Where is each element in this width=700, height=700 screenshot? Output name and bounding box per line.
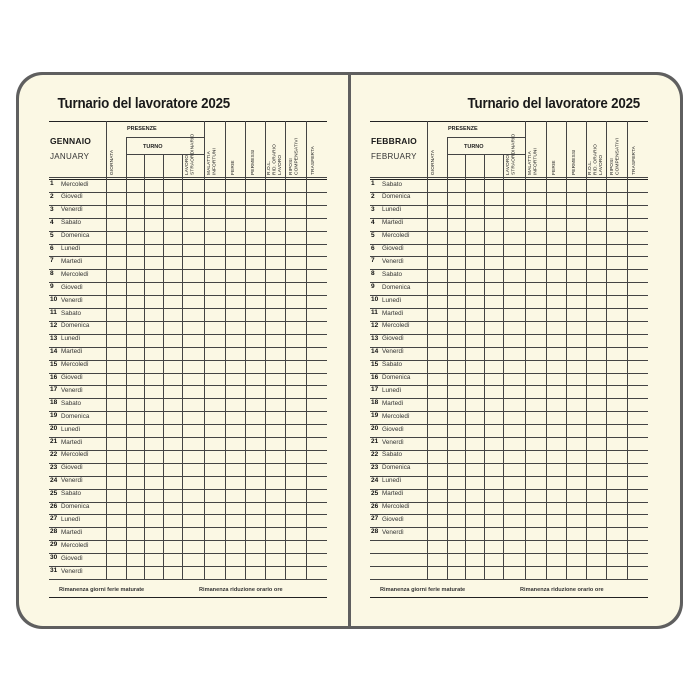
table-row — [49, 553, 106, 566]
table-row — [370, 476, 427, 489]
day-number: 8 — [50, 270, 54, 278]
day-name: Giovedì — [382, 425, 404, 433]
presenze-header: PRESENZE — [448, 126, 478, 132]
day-number: 19 — [371, 412, 379, 420]
grid-line — [525, 121, 526, 579]
day-name: Sabato — [382, 451, 402, 459]
day-name: Martedì — [61, 528, 83, 536]
day-name: Martedì — [382, 490, 404, 498]
day-name: Venerdì — [61, 296, 83, 304]
table-row — [49, 463, 106, 476]
table-row — [49, 308, 106, 321]
table-row — [49, 514, 106, 527]
turno-header: TURNO — [464, 144, 484, 150]
day-number: 10 — [371, 296, 379, 304]
day-name: Venerdì — [61, 206, 83, 214]
day-number: 21 — [50, 438, 58, 445]
day-name: Venerdì — [61, 477, 83, 485]
table-row — [370, 308, 427, 321]
day-number: 23 — [371, 463, 379, 471]
turno-header: TURNO — [143, 144, 163, 150]
day-number: 6 — [50, 244, 54, 252]
table-row — [370, 489, 427, 502]
day-name: Sabato — [61, 219, 81, 227]
day-number: 30 — [50, 554, 58, 562]
day-name: Martedì — [382, 219, 404, 227]
day-name: Lunedì — [61, 335, 81, 343]
day-name: Domenica — [382, 374, 411, 381]
malattia-infortuni-header: MALATTIA INFORTUNI — [207, 148, 218, 175]
table-row — [370, 347, 427, 360]
footer-remaining-holidays: Rimanenza giorni ferie maturate — [380, 587, 466, 593]
table-row — [370, 256, 427, 269]
table-row — [49, 476, 106, 489]
footer-remaining-hours: Rimanenza riduzione orario ore — [199, 587, 283, 593]
day-number: 10 — [50, 296, 58, 304]
day-number: 1 — [371, 180, 375, 187]
day-number: 16 — [371, 373, 379, 381]
day-number: 16 — [50, 373, 58, 381]
day-number: 13 — [371, 334, 379, 342]
day-name: Lunedì — [382, 477, 402, 485]
day-number: 13 — [50, 334, 58, 342]
day-number: 18 — [50, 399, 58, 407]
table-row — [49, 360, 106, 373]
day-number: 2 — [371, 192, 375, 200]
day-number: 23 — [50, 463, 58, 471]
day-number: 9 — [371, 283, 375, 291]
day-number: 8 — [371, 270, 375, 278]
day-number: 11 — [50, 309, 57, 316]
table-row — [370, 269, 427, 282]
grid-line — [370, 597, 648, 598]
day-name: Lunedì — [61, 425, 81, 433]
day-number: 27 — [371, 515, 379, 523]
table-row — [49, 256, 106, 269]
table-row — [370, 424, 427, 437]
table-row — [370, 360, 427, 373]
giornata-header: GIORNATA — [110, 149, 115, 175]
table-row — [370, 411, 427, 424]
table-row — [49, 527, 106, 540]
lavoro-straordinario-header: LAVORO STRAORDINARIO — [185, 133, 196, 175]
day-name: Mercoledì — [382, 322, 410, 330]
day-name: Sabato — [382, 180, 402, 188]
day-name: Venerdì — [382, 348, 404, 356]
day-number: 26 — [371, 502, 379, 510]
table-row — [370, 553, 427, 566]
day-name: Giovedì — [61, 283, 83, 291]
table-row — [370, 373, 427, 386]
trasferta-header: TRASFERTA — [311, 146, 316, 175]
page-title: Turnario del lavoratore 2025 — [467, 96, 641, 112]
day-name: Giovedì — [382, 335, 404, 343]
grid-line — [546, 121, 547, 579]
day-number: 20 — [50, 425, 58, 433]
day-number: 9 — [50, 283, 54, 291]
table-row — [49, 398, 106, 411]
day-name: Domenica — [382, 283, 411, 291]
grid-line — [627, 121, 628, 579]
day-name: Martedì — [382, 399, 404, 407]
day-name: Venerdì — [61, 567, 83, 575]
grid-line — [126, 137, 127, 579]
grid-line — [306, 121, 307, 579]
day-name: Giovedì — [61, 193, 83, 201]
table-row — [370, 437, 427, 450]
day-number: 12 — [50, 321, 58, 329]
day-number: 27 — [50, 515, 58, 523]
table-row — [49, 385, 106, 398]
day-name: Mercoledì — [382, 232, 410, 240]
permessi-header: PERMESSI — [251, 149, 256, 175]
day-number: 31 — [50, 567, 58, 574]
table-row — [49, 231, 106, 244]
table-row — [370, 514, 427, 527]
day-number: 19 — [50, 412, 58, 420]
page-title: Turnario del lavoratore 2025 — [57, 96, 231, 112]
day-name: Lunedì — [61, 515, 81, 523]
grid-line — [265, 121, 266, 579]
day-name: Venerdì — [382, 438, 404, 446]
day-number: 26 — [50, 502, 58, 510]
table-row — [370, 282, 427, 295]
day-number: 28 — [50, 528, 58, 536]
giornata-header: GIORNATA — [431, 149, 436, 175]
month-name-english: JANUARY — [50, 152, 90, 161]
day-number: 15 — [50, 360, 58, 368]
day-number: 15 — [371, 360, 379, 368]
table-row — [49, 205, 106, 218]
day-name: Mercoledì — [61, 270, 89, 278]
day-name: Lunedì — [382, 206, 402, 214]
table-row — [370, 385, 427, 398]
day-name: Mercoledì — [61, 541, 89, 549]
day-name: Martedì — [61, 438, 83, 446]
grid-line — [225, 121, 226, 579]
day-name: Sabato — [61, 490, 81, 498]
grid-line — [566, 121, 567, 579]
table-row — [49, 321, 106, 334]
grid-line — [427, 121, 428, 579]
shift-table — [49, 121, 327, 593]
day-name: Sabato — [382, 361, 402, 369]
day-name: Domenica — [61, 232, 90, 240]
day-name: Mercoledì — [382, 412, 410, 420]
day-number: 22 — [371, 450, 379, 458]
permessi-header: PERMESSI — [572, 149, 577, 175]
grid-line — [606, 121, 607, 579]
day-number: 25 — [50, 489, 58, 497]
table-row — [49, 450, 106, 463]
table-row — [49, 295, 106, 308]
shift-table — [370, 121, 648, 593]
grid-line — [204, 121, 205, 579]
day-number: 2 — [50, 192, 54, 200]
day-name: Sabato — [61, 399, 81, 407]
day-name: Domenica — [61, 412, 90, 420]
day-number: 3 — [50, 205, 54, 213]
day-name: Sabato — [61, 309, 81, 317]
table-row — [49, 282, 106, 295]
riposi-compensativi-header: RIPOSI COMPENSATIVI — [289, 137, 300, 175]
day-name: Domenica — [382, 193, 411, 201]
trasferta-header: TRASFERTA — [632, 146, 637, 175]
day-number: 7 — [50, 257, 54, 265]
day-name: Martedì — [61, 348, 83, 356]
table-row — [49, 179, 106, 192]
day-number: 24 — [371, 476, 379, 484]
day-name: Lunedì — [382, 296, 402, 304]
day-name: Venerdì — [382, 528, 404, 536]
day-name: Martedì — [382, 309, 404, 317]
day-number: 5 — [50, 231, 54, 239]
day-name: Mercoledì — [382, 503, 410, 510]
day-name: Venerdì — [382, 257, 404, 265]
table-row — [370, 295, 427, 308]
day-name: Venerdì — [61, 386, 83, 394]
ferie-header: FERIE — [231, 160, 236, 175]
presenze-header: PRESENZE — [127, 126, 157, 132]
table-row — [49, 540, 106, 553]
table-row — [49, 334, 106, 347]
table-row — [49, 347, 106, 360]
day-name: Mercoledì — [61, 180, 89, 188]
table-row — [370, 502, 427, 515]
table-row — [49, 218, 106, 231]
day-number: 12 — [371, 321, 379, 329]
day-number: 4 — [50, 218, 54, 226]
table-row — [370, 334, 427, 347]
day-name: Mercoledì — [61, 361, 89, 369]
table-row — [49, 244, 106, 257]
grid-line — [447, 137, 448, 579]
grid-line — [586, 121, 587, 579]
rol-header: R.O.L. RID. ORARIO LAVORO — [588, 144, 604, 175]
grid-line — [285, 121, 286, 579]
table-row — [370, 205, 427, 218]
day-number: 3 — [371, 205, 375, 213]
grid-line — [106, 121, 107, 579]
day-number: 29 — [50, 541, 58, 549]
day-name: Giovedì — [61, 554, 83, 562]
ferie-header: FERIE — [552, 160, 557, 175]
table-row — [49, 437, 106, 450]
day-name: Giovedì — [382, 515, 404, 523]
footer-remaining-hours: Rimanenza riduzione orario ore — [520, 587, 604, 593]
day-number: 17 — [371, 386, 379, 394]
riposi-compensativi-header: RIPOSI COMPENSATIVI — [610, 137, 621, 175]
table-row — [370, 527, 427, 540]
day-name: Giovedì — [61, 374, 83, 381]
day-number: 24 — [50, 476, 58, 484]
footer-remaining-holidays: Rimanenza giorni ferie maturate — [59, 587, 145, 593]
table-row — [49, 411, 106, 424]
grid-line — [49, 597, 327, 598]
day-name: Giovedì — [61, 464, 83, 472]
day-number: 28 — [371, 528, 379, 536]
table-row — [370, 321, 427, 334]
month-name-english: FEBRUARY — [371, 152, 417, 161]
grid-line — [49, 579, 327, 580]
day-name: Mercoledì — [61, 451, 89, 459]
lavoro-straordinario-header: LAVORO STRAORDINARIO — [506, 133, 517, 175]
table-row — [49, 269, 106, 282]
day-name: Domenica — [61, 322, 90, 330]
table-row — [370, 566, 427, 579]
day-name: Sabato — [382, 270, 402, 278]
day-name: Martedì — [61, 257, 83, 265]
day-number: 14 — [371, 347, 379, 355]
table-row — [49, 566, 106, 579]
month-name: GENNAIO — [50, 136, 92, 146]
table-row — [49, 424, 106, 437]
table-row — [49, 192, 106, 205]
table-row — [370, 450, 427, 463]
grid-line — [245, 121, 246, 579]
day-number: 7 — [371, 257, 375, 265]
day-number: 1 — [50, 180, 54, 187]
rol-header: R.O.L. RID. ORARIO LAVORO — [267, 144, 283, 175]
day-number: 5 — [371, 231, 375, 239]
month-name: FEBBRAIO — [371, 136, 417, 146]
table-row — [49, 373, 106, 386]
day-number: 20 — [371, 425, 379, 433]
table-row — [370, 192, 427, 205]
table-row — [370, 540, 427, 553]
table-row — [370, 244, 427, 257]
day-number: 25 — [371, 489, 379, 497]
day-number: 11 — [371, 309, 378, 316]
day-name: Lunedì — [382, 386, 402, 394]
grid-line — [370, 579, 648, 580]
day-number: 18 — [371, 399, 379, 407]
day-number: 6 — [371, 244, 375, 252]
table-row — [49, 489, 106, 502]
day-name: Domenica — [382, 464, 411, 472]
day-number: 21 — [371, 438, 379, 445]
day-name: Lunedì — [61, 245, 81, 252]
table-row — [370, 398, 427, 411]
day-name: Domenica — [61, 503, 90, 510]
day-number: 22 — [50, 450, 58, 458]
day-number: 4 — [371, 218, 375, 226]
day-name: Giovedì — [382, 245, 404, 252]
table-row — [49, 502, 106, 515]
table-row — [370, 218, 427, 231]
table-row — [370, 231, 427, 244]
day-number: 14 — [50, 347, 58, 355]
malattia-infortuni-header: MALATTIA INFORTUNI — [528, 148, 539, 175]
table-row — [370, 179, 427, 192]
table-row — [370, 463, 427, 476]
day-number: 17 — [50, 386, 58, 394]
